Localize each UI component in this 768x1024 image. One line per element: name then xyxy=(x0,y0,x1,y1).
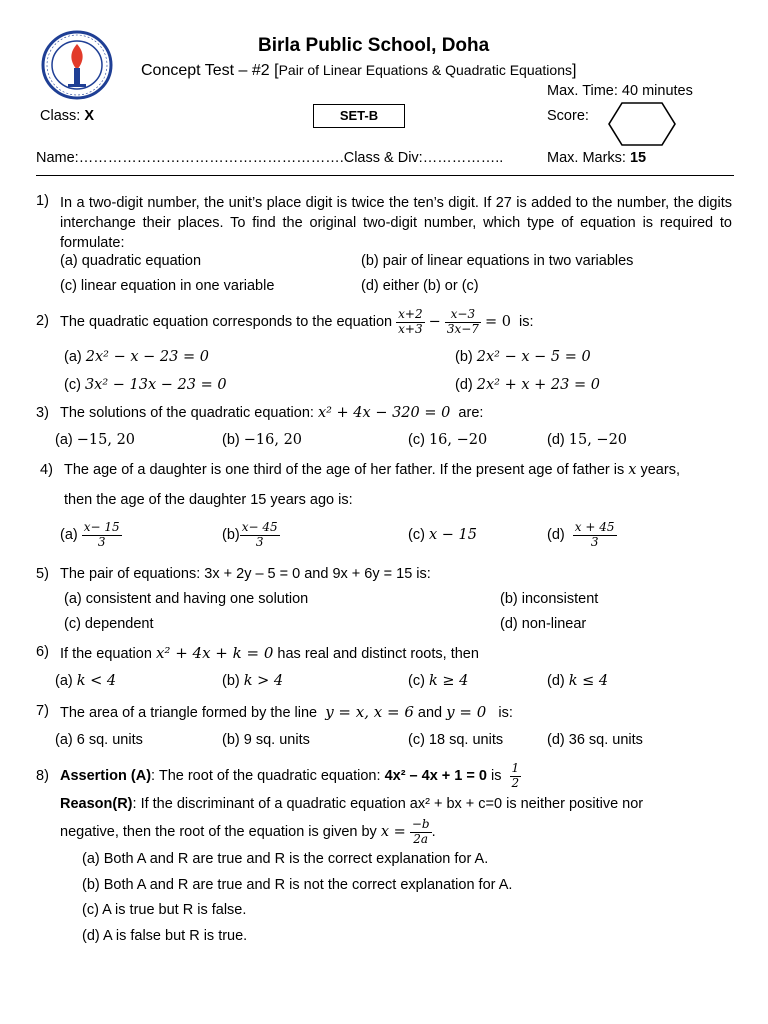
q4-option-c: (c) x − 15 xyxy=(408,527,477,543)
q2-option-d: (d) 2x² + x + 23 = 0 xyxy=(455,377,600,393)
q8-option-d: (d) A is false but R is true. xyxy=(82,928,248,944)
q8-half-fraction: $\frac{1}{2}$ xyxy=(511,760,520,790)
score-label: Score: xyxy=(547,108,589,124)
set-box: SET-B xyxy=(313,104,405,128)
q8-root-fraction: $\frac{-b}{2a}$ xyxy=(411,816,430,846)
q5-text: The pair of equations: 3x + 2y – 5 = 0 and 9x + 6y = 15 is: xyxy=(60,566,431,582)
q5-option-c: (c) dependent xyxy=(64,616,154,632)
q3-option-d: (d) 15, −20 xyxy=(547,432,628,448)
score-hexagon xyxy=(607,101,677,147)
q2-option-b: (b) 2x² − x − 5 = 0 xyxy=(455,349,591,365)
q3-number: 3) xyxy=(36,405,49,421)
q5-option-d: (d) non-linear xyxy=(500,616,587,632)
q3-option-b: (b) −16, 20 xyxy=(222,432,303,448)
q8-reason-line1: Reason(R): If the discriminant of a quadratic equation ax² + bx + c=0 is neither positive nor xyxy=(60,796,644,812)
q4-option-d: (d) $\frac{x + 45}{3}$ xyxy=(547,519,615,549)
q1-option-c: (c) linear equation in one variable xyxy=(60,278,275,294)
q6-stem: If the equation x² + 4x + k = 0 has real and distinct roots, then xyxy=(60,644,479,662)
school-name: Birla Public School, Doha xyxy=(258,35,490,56)
q8-option-b: (b) Both A and R are true and R is not the correct explanation for A. xyxy=(82,877,513,893)
q6-option-a: (a) k < 4 xyxy=(55,673,117,689)
q8-assertion: Assertion (A): The root of the quadratic equation: 4x² – 4x + 1 = 0 is $\frac{1}{2}$ xyxy=(60,760,520,790)
q1-option-b: (b) pair of linear equations in two variables xyxy=(361,253,634,269)
q7-option-d: (d) 36 sq. units xyxy=(547,732,643,748)
q1-option-a: (a) quadratic equation xyxy=(60,253,202,269)
q8-option-a: (a) Both A and R are true and R is the correct explanation for A. xyxy=(82,851,489,867)
q1-number: 1) xyxy=(36,193,49,209)
q4-option-a: (a) $\frac{x- 15}{3}$ xyxy=(60,519,120,549)
q6-option-c: (c) k ≥ 4 xyxy=(408,673,469,689)
q7-option-b: (b) 9 sq. units xyxy=(222,732,310,748)
q2-number: 2) xyxy=(36,313,49,329)
q8-option-c: (c) A is true but R is false. xyxy=(82,902,247,918)
name-line: Name:……………………………………………….Class & Div:…………….. xyxy=(36,150,504,166)
q2-stem: The quadratic equation corresponds to the equation $\frac{x+2}{x+3}$ − $\frac{x-3}{3x-7}$ = 0 is: xyxy=(60,306,534,336)
max-time: Max. Time: 40 minutes xyxy=(547,83,693,99)
q6-option-b: (b) k > 4 xyxy=(222,673,284,689)
q7-option-c: (c) 18 sq. units xyxy=(408,732,504,748)
q5-option-a: (a) consistent and having one solution xyxy=(64,591,309,607)
q4-text-line1: The age of a daughter is one third of the age of her father. If the present age of father is x years, xyxy=(64,462,680,478)
school-logo xyxy=(40,30,114,100)
q3-option-a: (a) −15, 20 xyxy=(55,432,136,448)
q2-fraction-1: $\frac{x+2}{x+3}$ xyxy=(398,306,423,336)
q2-option-a: (a) 2x² − x − 23 = 0 xyxy=(64,349,209,365)
q4-option-b: (b) $\frac{x- 45}{3}$ xyxy=(222,519,278,549)
q1-option-d: (d) either (b) or (c) xyxy=(361,278,479,294)
q3-option-c: (c) 16, −20 xyxy=(408,432,488,448)
q8-reason-line2: negative, then the root of the equation is given by x = $\frac{-b}{2a}$ . xyxy=(60,816,436,846)
q8-number: 8) xyxy=(36,768,49,784)
q5-option-b: (b) inconsistent xyxy=(500,591,599,607)
max-marks: Max. Marks: 15 xyxy=(547,150,647,166)
q4-text-line2: then the age of the daughter 15 years ago is: xyxy=(64,492,353,508)
q5-number: 5) xyxy=(36,566,49,582)
q2-fraction-2: $\frac{x-3}{3x-7}$ xyxy=(446,306,479,336)
q2-option-c: (c) 3x² − 13x − 23 = 0 xyxy=(64,377,227,393)
q6-option-d: (d) k ≤ 4 xyxy=(547,673,609,689)
q1-text: In a two-digit number, the unit’s place digit is twice the ten’s digit. If 27 is added to the number, the digits interchange their places. To find the original two-digit number, which type of equation is required to formulate: xyxy=(60,195,732,251)
header-divider xyxy=(36,175,734,176)
test-title: Concept Test – #2 [Pair of Linear Equations & Quadratic Equations] xyxy=(141,62,577,79)
class-field: Class: X xyxy=(40,108,94,124)
q7-number: 7) xyxy=(36,703,49,719)
q7-stem: The area of a triangle formed by the line y = x, x = 6 and y = 0 is: xyxy=(60,703,513,721)
q3-stem: The solutions of the quadratic equation: x² + 4x − 320 = 0 are: xyxy=(60,405,484,421)
q4-number: 4) xyxy=(40,462,53,478)
q7-option-a: (a) 6 sq. units xyxy=(55,732,143,748)
q6-number: 6) xyxy=(36,644,49,660)
